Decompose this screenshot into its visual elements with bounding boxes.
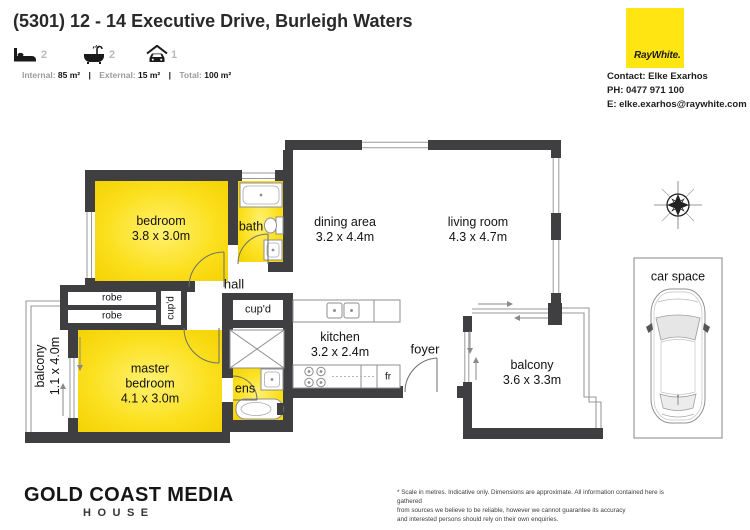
toilet bbox=[276, 217, 283, 234]
agent-contact-block bbox=[607, 70, 747, 112]
external-area-label: External: bbox=[99, 70, 136, 80]
studio-logo-subtext: HOUSE bbox=[83, 507, 155, 519]
room-label-car-space: car space bbox=[650, 269, 706, 284]
room-label-robe-2: robe bbox=[101, 310, 123, 322]
room-label-cupboard-2: cup'd bbox=[245, 303, 271, 316]
separator: | bbox=[168, 70, 171, 80]
room-label-ensuite: ens bbox=[234, 381, 256, 396]
room-label-bath: bath bbox=[238, 219, 264, 234]
bed-count: 2 bbox=[41, 49, 48, 61]
separator: | bbox=[88, 70, 91, 80]
room-label-living: living room 4.3 x 4.7m bbox=[447, 215, 509, 244]
internal-area-label: Internal: bbox=[22, 70, 56, 80]
property-title: (5301) 12 - 14 Executive Drive, Burleigh Waters bbox=[13, 11, 413, 31]
car-count: 1 bbox=[171, 49, 178, 61]
car-space-box bbox=[634, 258, 722, 438]
car-icon bbox=[646, 289, 710, 423]
disclaimer-text: * Scale in metres. Indicative only. Dimensions are approximate. All information contained here is gathered from sources we believe to be reliable, however we cannot guarantee its accuracy and interested persons should rely on their own enquiries. bbox=[397, 489, 664, 523]
area-summary bbox=[22, 70, 231, 80]
compass-icon bbox=[654, 181, 702, 229]
bed-icon bbox=[14, 47, 38, 63]
agent-name: Contact: Elke Exarhos bbox=[607, 71, 708, 82]
room-label-hall: hall bbox=[223, 276, 245, 292]
room-label-robe-1: robe bbox=[101, 292, 123, 304]
bath-count: 2 bbox=[109, 49, 116, 61]
room-label-balcony-right: balcony 3.6 x 3.3m bbox=[502, 358, 562, 387]
room-label-kitchen: kitchen 3.2 x 2.4m bbox=[310, 330, 370, 359]
room-label-balcony-left: balcony 1.1 x 4.0m bbox=[33, 336, 62, 396]
room-label-cupboard-1: cup'd bbox=[165, 296, 177, 320]
room-label-foyer: foyer bbox=[410, 341, 440, 357]
internal-area-value: 85 m² bbox=[57, 70, 81, 80]
agent-email: E: elke.exarhos@raywhite.com bbox=[607, 99, 747, 110]
total-area-label: Total: bbox=[179, 70, 202, 80]
total-area-value: 100 m² bbox=[204, 70, 232, 80]
linen-cupboard bbox=[230, 330, 284, 368]
room-label-master-bedroom: master bedroom 4.1 x 3.0m bbox=[120, 361, 180, 406]
raywhite-brand-text: RayWhite. bbox=[634, 50, 681, 61]
agent-phone: PH: 0477 971 100 bbox=[607, 85, 685, 96]
room-label-dining: dining area 3.2 x 4.4m bbox=[314, 215, 376, 244]
room-label-fridge: fr bbox=[384, 371, 392, 383]
raywhite-logo bbox=[626, 8, 684, 68]
external-area-value: 15 m² bbox=[138, 70, 161, 80]
bath-icon bbox=[83, 45, 105, 64]
studio-logo-text: GOLD COAST MEDIA bbox=[24, 484, 234, 506]
car-icon-header bbox=[146, 45, 168, 63]
room-label-bedroom: bedroom 3.8 x 3.0m bbox=[131, 214, 191, 243]
